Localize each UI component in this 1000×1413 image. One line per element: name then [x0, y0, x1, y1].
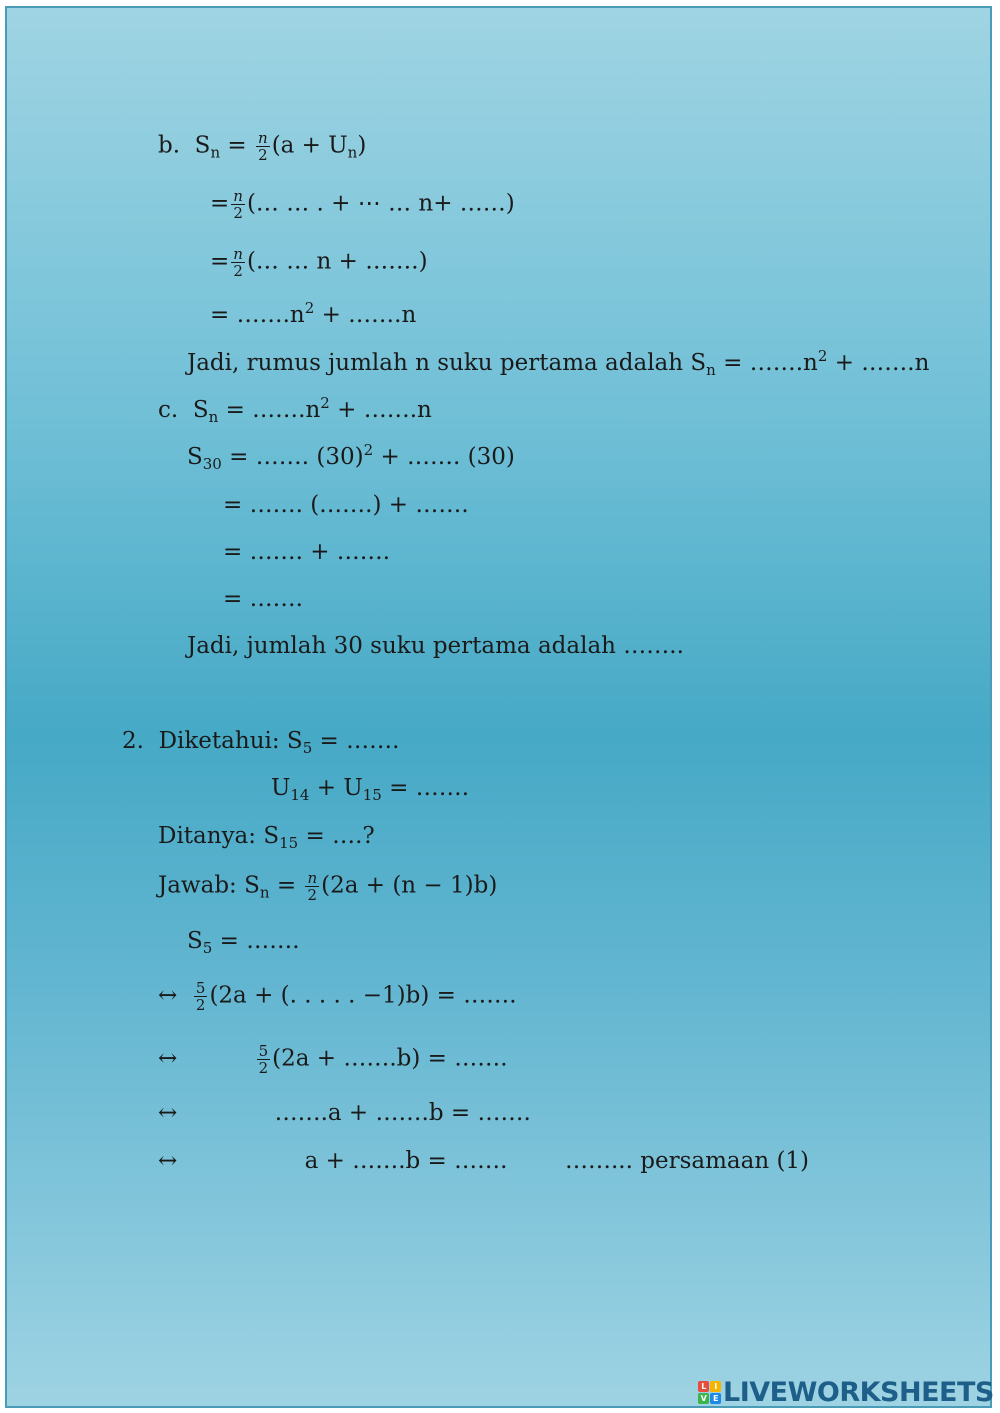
liveworksheets-logo [698, 1376, 994, 1408]
part-b-label: b. [158, 132, 181, 159]
problem-2-step-1: ↔ $\frac{5}{2}$ (2a + (. . . . . −1)b) = ……. [158, 979, 517, 1014]
problem-2-known: 2. Diketahui: $S_5$ = ……. [122, 728, 400, 757]
equivalence-arrow: ↔ [158, 1045, 178, 1072]
problem-2-s5: $S_5$ = ……. [187, 928, 300, 957]
part-c-line-2: $S_{30}$ = ……. $(30)^2$ + ……. (30) [187, 441, 515, 473]
part-b-line-1: b. $S_n$ = $\frac{n}{2}$ $(a + U_n)$ [158, 129, 367, 164]
problem-2-asked: Ditanya: $S_{15}$ = ….? [158, 823, 375, 852]
problem-2-step-3: ↔ …….a + …….b = ……. [158, 1100, 531, 1126]
part-c-line-5: = ……. [223, 586, 303, 612]
problem-number: 2. [122, 728, 144, 754]
part-c-line-1: c. $S_n$ = $\dots\dots.n^2$ + …….n [158, 394, 432, 426]
fraction: $\frac{n}{2}$ [258, 129, 268, 164]
problem-2-step-4: ↔ a + …….b = ……. [158, 1148, 508, 1174]
part-b-line-2: = $\frac{n}{2}$ (… … . + ⋯ … n+ ……) [210, 187, 515, 222]
fraction: $\frac{n}{2}$ [233, 245, 243, 280]
part-b-conclusion: Jadi, rumus jumlah n suku pertama adalah $S_n$ = $\dots\dots.n^2$ + …….n [187, 347, 930, 379]
equivalence-arrow: ↔ [158, 1148, 178, 1174]
fraction: $\frac{5}{2}$ [258, 1042, 269, 1077]
problem-2-step-2: ↔ $\frac{5}{2}$ (2a + …….b) = ……. [158, 1042, 508, 1077]
part-c-line-3: = ……. (…….) + ……. [223, 492, 469, 518]
problem-2-known-2: $U_{14} + U_{15}$ = ……. [271, 775, 470, 804]
logo-mark-icon: L I V E [698, 1381, 721, 1404]
fraction: $\frac{n}{2}$ [233, 187, 243, 222]
logo-text: LIVEWORKSHEETS [723, 1376, 994, 1408]
part-c-line-4: = ……. + ……. [223, 539, 391, 565]
problem-2-answer-formula: Jawab: $S_n$ = $\frac{n}{2}$ (2a + (n − 1)b) [158, 869, 498, 904]
part-c-conclusion: Jadi, jumlah 30 suku pertama adalah …….. [187, 633, 684, 659]
fraction: $\frac{5}{2}$ [195, 979, 206, 1014]
part-b-line-4: = $\dots\dots.n^2$ + …….n [210, 299, 417, 328]
equivalence-arrow: ↔ [158, 1100, 178, 1126]
equivalence-arrow: ↔ [158, 982, 178, 1009]
part-c-label: c. [158, 397, 179, 423]
equation-label: ……... persamaan (1) [565, 1148, 810, 1174]
fraction: $\frac{n}{2}$ [307, 869, 318, 904]
worksheet-page [5, 6, 992, 1408]
part-b-line-3: = $\frac{n}{2}$ (… … n + …….) [210, 245, 428, 280]
